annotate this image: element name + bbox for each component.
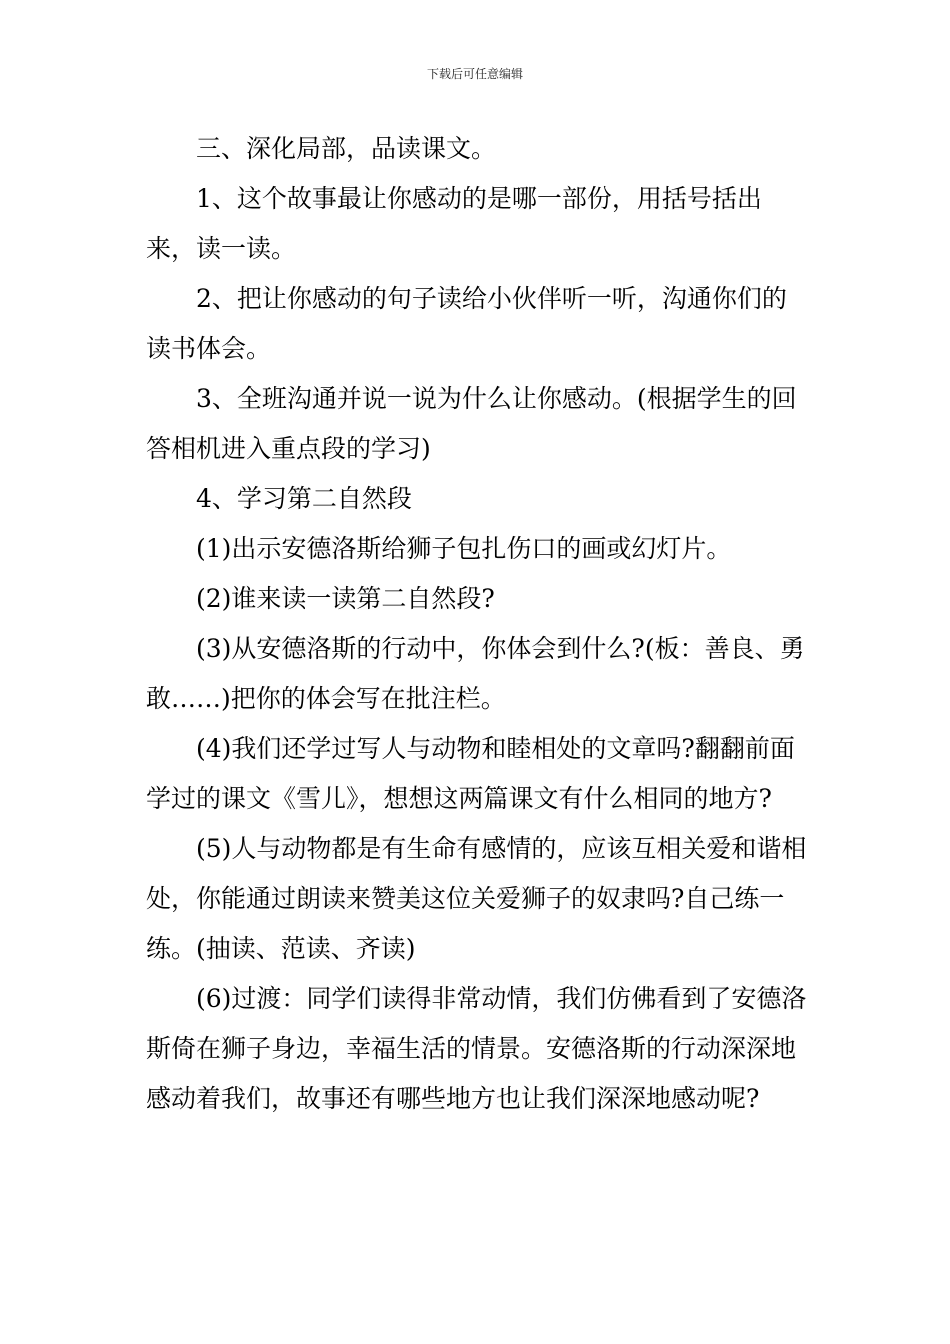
paragraph-1: 1、这个故事最让你感动的是哪一部份，用括号括出来，读一读。 — [146, 184, 762, 263]
paragraph-4-6: (6)过渡：同学们读得非常动情，我们仿佛看到了安德洛斯倚在狮子身边，幸福生活的情景。安德洛斯的行动深深地感动着我们，故事还有哪些地方也让我们深深地感动呢? — [146, 984, 807, 1113]
page-header: 下载后可任意编辑 — [426, 67, 523, 81]
paragraph-2: 2、把让你感动的句子读给小伙伴听一听，沟通你们的读书体会。 — [146, 284, 787, 363]
paragraph-4-4: (4)我们还学过写人与动物和睦相处的文章吗?翻翻前面学过的课文《雪儿》，想想这两篇课文有什么相同的地方? — [146, 734, 795, 813]
document-body — [146, 124, 810, 1124]
paragraph-3: 3、全班沟通并说一说为什么让你感动。(根据学生的回答相机进入重点段的学习) — [146, 384, 797, 463]
paragraph-4-2: (2)谁来读一读第二自然段? — [196, 584, 495, 613]
paragraph-4-5: (5)人与动物都是有生命有感情的，应该互相关爱和谐相处，你能通过朗读来赞美这位关爱狮子的奴隶吗?自己练一练。(抽读、范读、齐读) — [146, 834, 807, 963]
paragraph-4-3: (3)从安德洛斯的行动中，你体会到什么?(板：善良、勇敢……)把你的体会写在批注栏。 — [146, 634, 805, 713]
section-heading: 三、深化局部，品读课文。 — [196, 134, 497, 163]
paragraph-4-1: (1)出示安德洛斯给狮子包扎伤口的画或幻灯片。 — [196, 534, 732, 563]
paragraph-4: 4、学习第二自然段 — [196, 484, 412, 513]
